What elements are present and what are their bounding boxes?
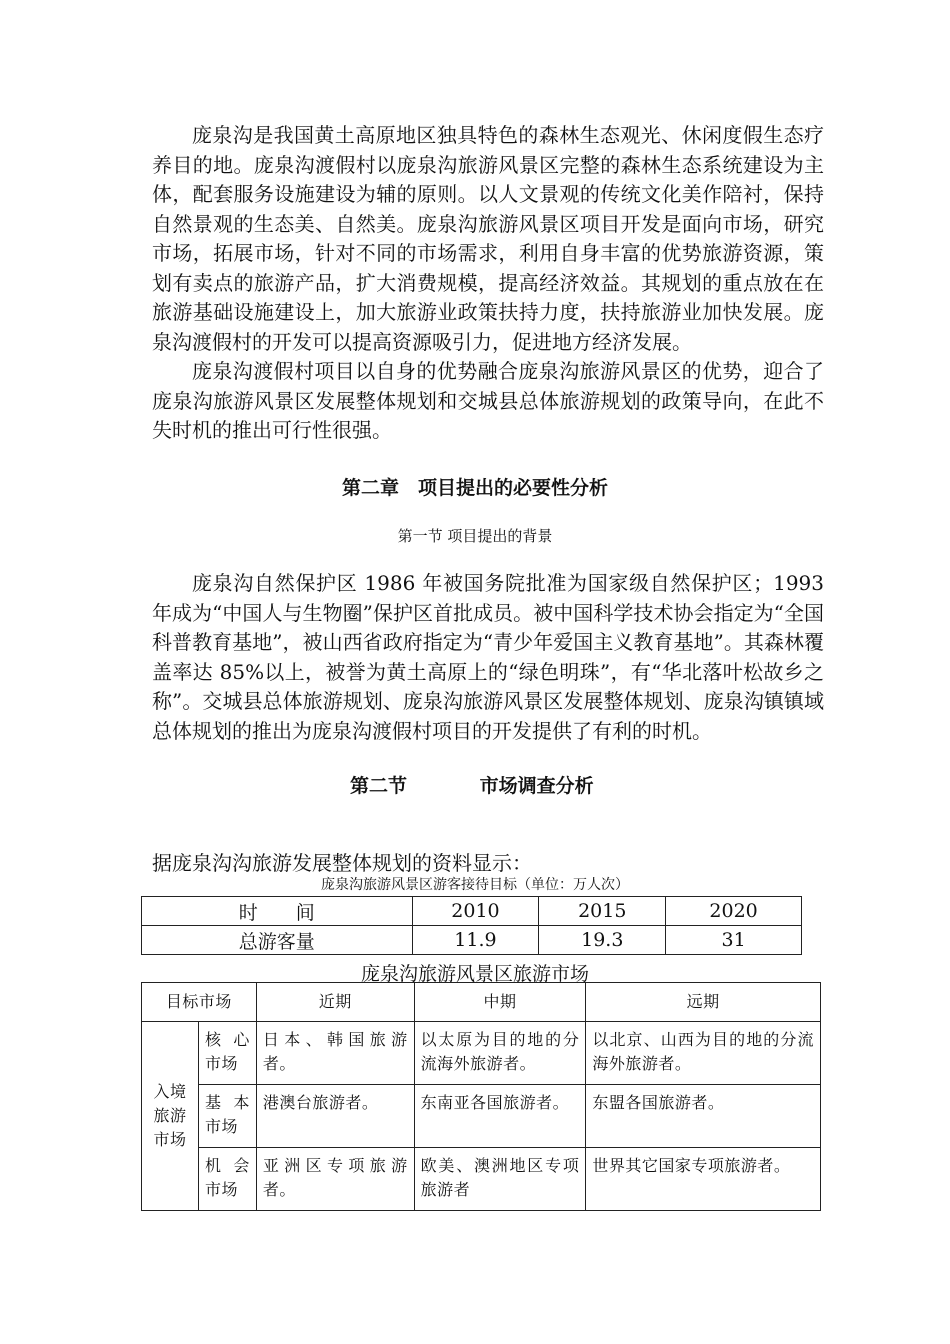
section-number: 第二节: [350, 775, 408, 797]
visitor-target-table: [141, 896, 802, 955]
tourism-market-table: [141, 982, 821, 1211]
table-header-cell: 近期: [256, 983, 414, 1022]
year-cell: 2010: [412, 897, 539, 926]
market-type-cell: 核心市场: [198, 1022, 256, 1085]
section-heading-market: [350, 771, 594, 798]
group-label-cell: 入境旅游市场: [142, 1022, 199, 1211]
table-row: [142, 926, 802, 955]
table-cell: 以北京、山西为目的地的分流海外旅游者。: [586, 1022, 821, 1085]
visitor-table-caption: 庞泉沟旅游风景区游客接待目标（单位：万人次）: [321, 877, 629, 893]
table-cell: 以太原为目的地的分流海外旅游者。: [414, 1022, 586, 1085]
table-header-cell: 中期: [414, 983, 586, 1022]
year-cell: 2020: [666, 897, 802, 926]
table-header-cell: 时 间: [142, 897, 413, 926]
table-cell: 东盟各国旅游者。: [586, 1085, 821, 1148]
section-heading-background: 第一节 项目提出的背景: [397, 527, 553, 545]
table-header-cell: 远期: [586, 983, 821, 1022]
table-row: [142, 1085, 821, 1148]
paragraph-intro: 庞泉沟是我国黄土高原地区独具特色的森林生态观光、休闲度假生态疗养目的地。庞泉沟渡假村以庞泉沟旅游风景区完整的森林生态系统建设为主体，配套服务设施建设为辅的原则。以人文景观的传统文化美作陪衬，保持自然景观的生态美、自然美。庞泉沟旅游风景区项目开发是面向市场，研究市场，拓展市场，针对不同的市场需求，利用自身丰富的优势旅游资源，策划有卖点的旅游产品，扩大消费规模，提高经济效益。其规划的重点放在在旅游基础设施建设上，加大旅游业政策扶持力度，扶持旅游业加快发展。庞泉沟渡假村的开发可以提高资源吸引力，促进地方经济发展。: [152, 123, 824, 354]
section-title: 市场调查分析: [479, 775, 594, 797]
table-row: [142, 1022, 821, 1085]
market-type-cell: 机会市场: [198, 1148, 256, 1211]
market-table-caption: 庞泉沟旅游风景区旅游市场: [360, 963, 589, 985]
market-type-cell: 基本市场: [198, 1085, 256, 1148]
table-row-label: 总游客量: [142, 926, 413, 955]
table-cell: 日本、韩国旅游者。: [256, 1022, 414, 1085]
table-row: [142, 897, 802, 926]
paragraph-background: 庞泉沟自然保护区 1986 年被国务院批准为国家级自然保护区；1993 年成为“中国人与生物圈”保护区首批成员。被中国科学技术协会指定为“全国科普教育基地”，被山西省政府指定为“青少年爱国主义教育基地”。其森林覆盖率达 85%以上，被誉为黄土高原上的“绿色明珠”，有“华北落叶松故乡之称”。交城县总体旅游规划、庞泉沟旅游风景区发展整体规划、庞泉沟镇镇域总体规划的推出为庞泉沟渡假村项目的开发提供了有利的时机。: [152, 571, 824, 743]
data-source-line: 据庞泉沟沟旅游发展整体规划的资料显示：: [152, 851, 532, 875]
table-header-cell: 目标市场: [142, 983, 257, 1022]
table-cell: 亚洲区专项旅游者。: [256, 1148, 414, 1211]
value-cell: 31: [666, 926, 802, 955]
value-cell: 11.9: [412, 926, 539, 955]
table-cell: 东南亚各国旅游者。: [414, 1085, 586, 1148]
paragraph-feasibility: 庞泉沟渡假村项目以自身的优势融合庞泉沟旅游风景区的优势，迎合了庞泉沟旅游风景区发展整体规划和交城县总体旅游规划的政策导向，在此不失时机的推出可行性很强。: [152, 359, 824, 442]
table-cell: 港澳台旅游者。: [256, 1085, 414, 1148]
chapter-heading: 第二章 项目提出的必要性分析: [341, 477, 608, 499]
table-row: [142, 1148, 821, 1211]
table-cell: 欧美、澳洲地区专项旅游者: [414, 1148, 586, 1211]
value-cell: 19.3: [539, 926, 666, 955]
table-row: [142, 983, 821, 1022]
table-cell: 世界其它国家专项旅游者。: [586, 1148, 821, 1211]
year-cell: 2015: [539, 897, 666, 926]
